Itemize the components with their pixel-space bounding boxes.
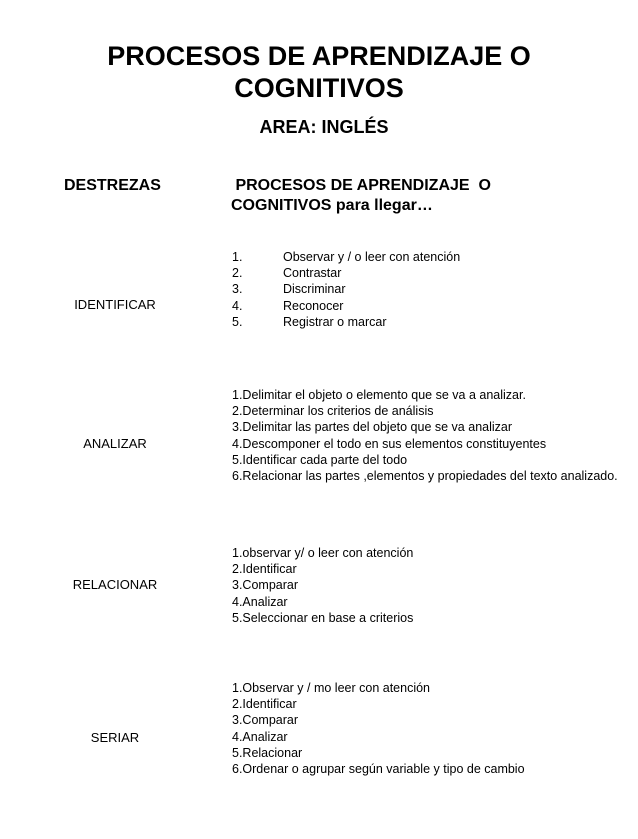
list-item: 2.Identificar bbox=[232, 562, 297, 577]
steps-relacionar bbox=[232, 545, 413, 626]
list-item: 1.Delimitar el objeto o elemento que se va a analizar. bbox=[232, 388, 526, 402]
steps-analizar bbox=[232, 387, 618, 484]
step-number: 1. bbox=[232, 250, 243, 264]
list-item: 3.Comparar bbox=[232, 713, 298, 728]
skill-identificar: IDENTIFICAR bbox=[74, 297, 156, 312]
title-line-2: COGNITIVOS bbox=[234, 73, 404, 103]
steps-seriar bbox=[232, 680, 525, 777]
step-text: Observar y / o leer con atención bbox=[283, 250, 461, 264]
column-header-processes-line-2: COGNITIVOS para llegar… bbox=[231, 197, 433, 214]
list-item bbox=[232, 314, 460, 330]
list-item bbox=[232, 249, 460, 265]
list-item: 3.Delimitar las partes del objeto que se va analizar bbox=[232, 420, 513, 435]
steps-identificar bbox=[232, 249, 460, 330]
step-text: Discriminar bbox=[283, 282, 346, 297]
list-item: 4.Descomponer el todo en sus elementos constituyentes bbox=[232, 436, 547, 451]
step-text: Reconocer bbox=[283, 298, 344, 313]
list-item bbox=[232, 298, 460, 314]
list-item: 5.Seleccionar en base a criterios bbox=[232, 610, 414, 625]
title-line-1: PROCESOS DE APRENDIZAJE O bbox=[107, 41, 531, 71]
list-item: 6.Relacionar las partes ,elementos y propiedades del texto analizado. bbox=[232, 468, 618, 483]
step-text: Contrastar bbox=[283, 266, 342, 281]
list-item: 6.Ordenar o agrupar según variable y tipo de cambio bbox=[232, 761, 525, 776]
column-header-skills: DESTREZAS bbox=[64, 177, 161, 194]
list-item bbox=[232, 281, 460, 297]
column-header-processes bbox=[231, 176, 531, 216]
list-item: 1.Observar y / mo leer con atención bbox=[232, 681, 431, 695]
step-number: 5. bbox=[232, 314, 243, 329]
list-item bbox=[232, 265, 460, 281]
step-number: 3. bbox=[232, 282, 243, 297]
skill-seriar: SERIAR bbox=[90, 730, 140, 745]
list-item: 5.Relacionar bbox=[232, 745, 303, 760]
list-item: 2.Identificar bbox=[232, 697, 297, 712]
list-item: 5.Identificar cada parte del todo bbox=[232, 452, 408, 467]
list-item: 3.Comparar bbox=[232, 578, 298, 593]
list-item: 2.Determinar los criterios de análisis bbox=[232, 404, 434, 419]
step-text: Registrar o marcar bbox=[283, 314, 387, 329]
area-label: AREA: INGLÉS bbox=[259, 117, 389, 137]
step-number: 2. bbox=[232, 266, 243, 281]
document-title bbox=[0, 40, 638, 104]
column-header-processes-line-1: PROCESOS DE APRENDIZAJE O bbox=[231, 177, 491, 194]
skill-analizar: ANALIZAR bbox=[83, 436, 147, 451]
list-item: 1.observar y/ o leer con atención bbox=[232, 546, 414, 560]
list-item: 4.Analizar bbox=[232, 729, 288, 744]
step-number: 4. bbox=[232, 298, 243, 313]
area-subtitle bbox=[0, 116, 638, 138]
skill-relacionar: RELACIONAR bbox=[72, 577, 158, 592]
list-item: 4.Analizar bbox=[232, 594, 288, 609]
